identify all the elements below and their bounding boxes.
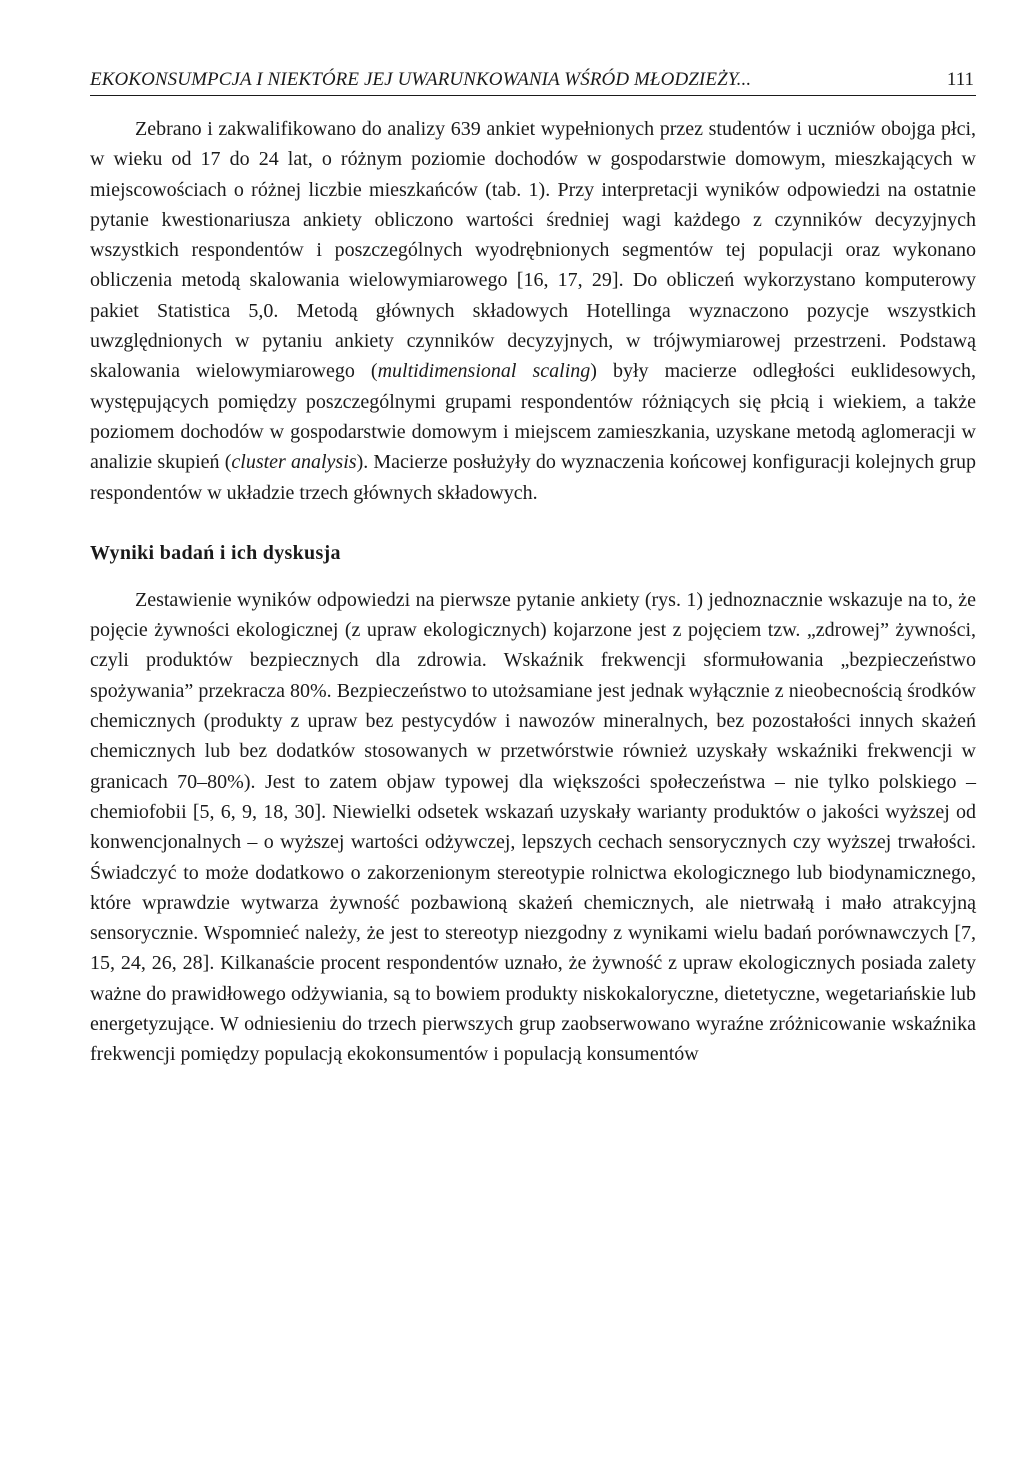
paragraph-methods	[90, 114, 976, 508]
paragraph-results: Zestawienie wyników odpowiedzi na pierwsze pytanie ankiety (rys. 1) jednoznacznie wskazuje na to, że pojęcie żywności ekologicznej (z upraw ekologicznych) kojarzone jest z pojęciem tzw. „zdrowej” żywności, czyli produktów bezpiecznych dla zdrowia. Wskaźnik frekwencji sformułowania „bezpieczeństwo spożywania” przekracza 80%. Bezpieczeństwo to utożsamiane jest jednak wyłącznie z nieobecnością środków chemicznych (produkty z upraw bez pestycydów i nawozów mineralnych, bez pozostałości innych skażeń chemicznych lub bez dodatków stosowanych w przetwórstwie również uzyskały wskaźniki frekwencji w granicach 70–80%). Jest to zatem objaw typowej dla większości społeczeństwa – nie tylko polskiego – chemiofobii [5, 6, 9, 18, 30]. Niewielki odsetek wskazań uzyskały warianty produktów o jakości wyższej od konwencjonalnych – o wyższej wartości odżywczej, lepszych cechach sensorycznych czy wyższej trwałości. Świadczyć to może dodatkowo o zakorzenionym stereotypie rolnictwa ekologicznego lub biodynamicznego, które wprawdzie wytwarza żywność pozbawioną skażeń chemicznych, ale nietrwałą i mało atrakcyjną sensorycznie. Wspomnieć należy, że jest to stereotyp niezgodny z wynikami wielu badań porównawczych [7, 15, 24, 26, 28]. Kilkanaście procent respondentów uznało, że żywność z upraw ekologicznych posiada zalety ważne do prawidłowego odżywiania, są to bowiem produkty niskokaloryczne, dietetyczne, wegetariańskie lub energetyzujące. W odniesieniu do trzech pierwszych grup zaobserwowano wyraźne zróżnicowanie wskaźnika frekwencji pomiędzy populacją ekokonsumentów i populacją konsumentów	[90, 588, 976, 1066]
document-page	[90, 68, 976, 1070]
paragraph-methods-text-3: ). Macierze posłużyły do wyznaczenia końcowej konfiguracji kolejnych grup respondentów w układzie trzech głównych składowych.	[90, 451, 976, 504]
term-cluster-analysis: cluster analysis	[231, 451, 357, 474]
paragraph-methods-text-2: ) były macierze odległości euklidesowych, występujących pomiędzy poszczególnymi grupami respondentów różniących się płcią i wiekiem, a także poziomem dochodów w gospodarstwie domowym i miejscem zamieszkania, uzyskane metodą aglomeracji w analizie skupień (	[90, 360, 976, 474]
running-title: EKOKONSUMPCJA I NIEKTÓRE JEJ UWARUNKOWANIA WŚRÓD MŁODZIEŻY...	[90, 69, 752, 90]
paragraph-methods-text: Zebrano i zakwalifikowano do analizy 639 ankiet wypełnionych przez studentów i uczniów obojga płci, w wieku od 17 do 24 lat, o różnym poziomie dochodów w gospodarstwie domowym, mieszkających w miejscowościach o różnej liczbie mieszkańców (tab. 1). Przy interpretacji wyników odpowiedzi na ostatnie pytanie kwestionariusza ankiety obliczono wartości średniej wagi każdego z czynników decyzyjnych wszystkich respondentów i poszczególnych wyodrębnionych segmentów tej populacji oraz wykonano obliczenia metodą skalowania wielowymiarowego [16, 17, 29]. Do obliczeń wykorzystano komputerowy pakiet Statistica 5,0. Metodą głównych składowych Hotellinga wyznaczono pozycje wszystkich uwzględnionych w pytaniu ankiety czynników decyzyjnych, w trójwymiarowej przestrzeni. Podstawą skalowania wielowymiarowego (	[90, 118, 976, 383]
section-heading: Wyniki badań i ich dyskusja	[90, 541, 341, 564]
running-header	[90, 68, 976, 96]
term-multidimensional-scaling: multidimensional scaling	[377, 360, 591, 383]
page-number: 111	[946, 69, 974, 90]
